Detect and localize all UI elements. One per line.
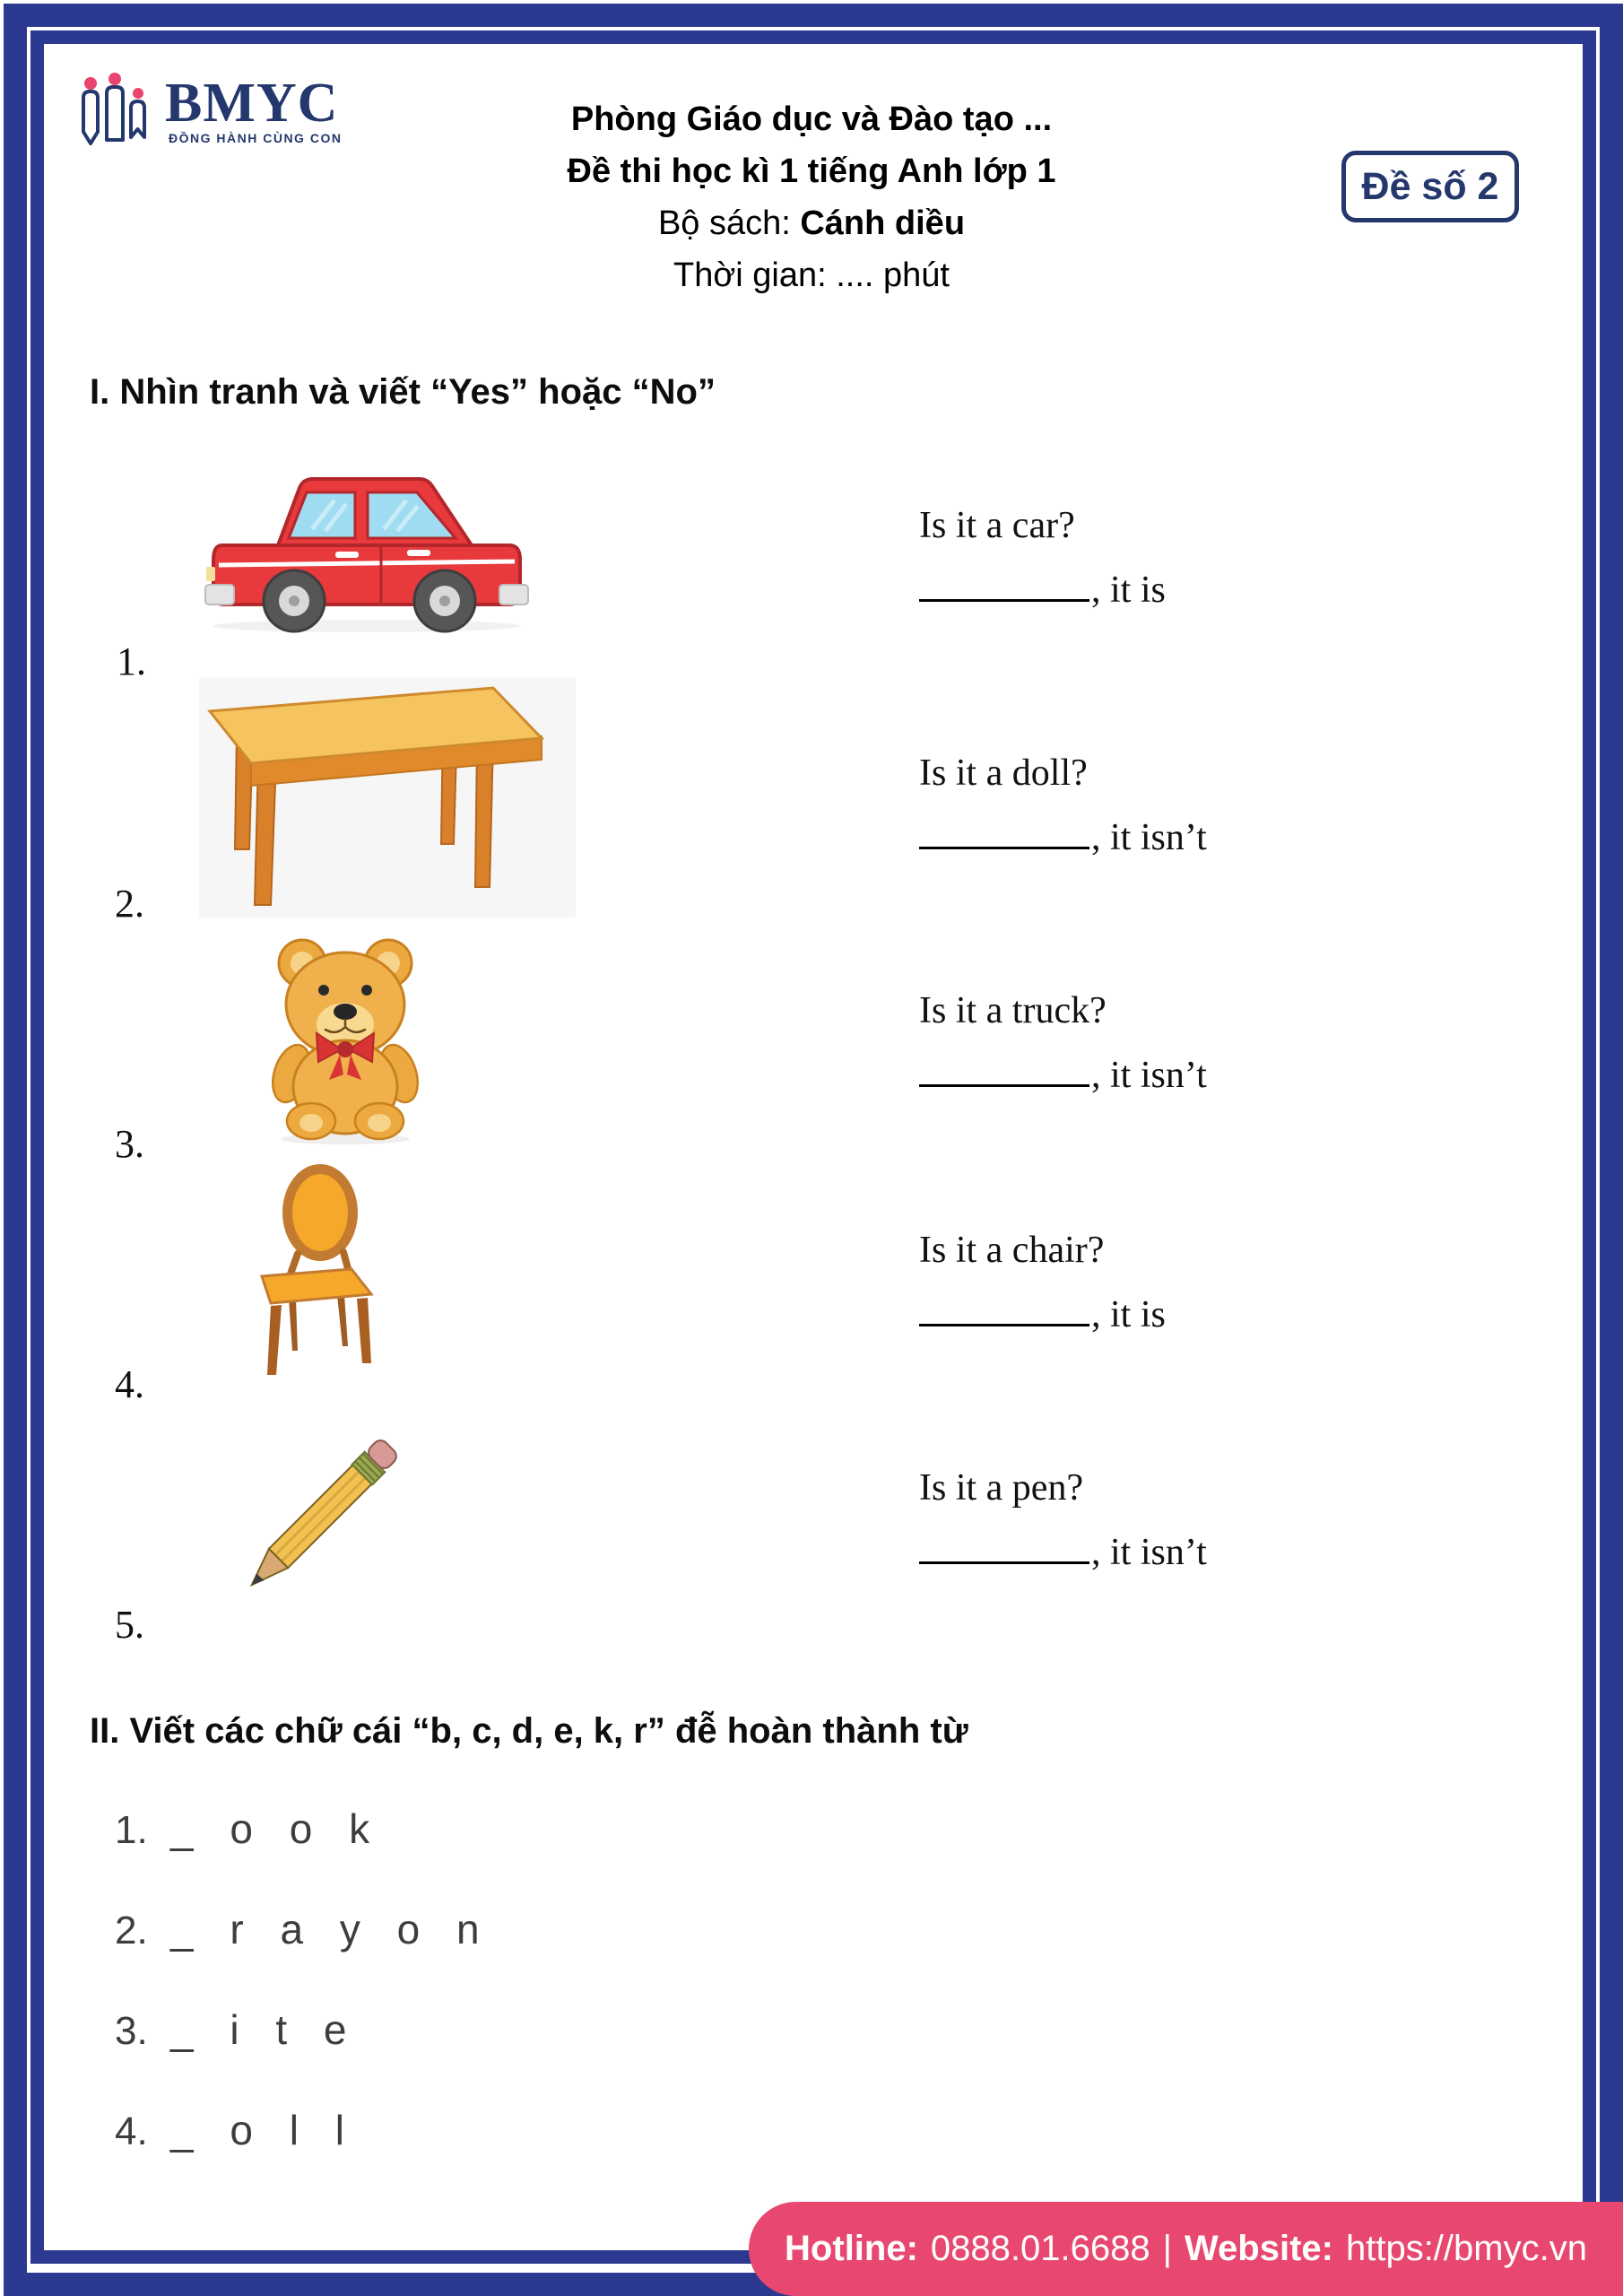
- word-item-4: 4. _ o l l: [115, 2107, 357, 2153]
- item1-number: 1.: [117, 639, 146, 683]
- teddy-bear-illustration: [229, 926, 462, 1145]
- word-item-2: 2. _ r a y o n: [115, 1906, 492, 1952]
- logo-brand-text: BMYC: [165, 73, 339, 134]
- item4-question: Is it a chair? , it is: [919, 1230, 1166, 1335]
- item1-question: Is it a car? , it is: [919, 505, 1166, 611]
- chair-illustration: [235, 1164, 378, 1379]
- answer-blank[interactable]: [919, 813, 1089, 849]
- section2-title: II. Viết các chữ cái “b, c, d, e, k, r” đễ hoàn thành từ: [90, 1711, 968, 1751]
- bmyc-logo: [79, 70, 464, 160]
- item3-number: 3.: [115, 1122, 144, 1166]
- header-department: Phòng Giáo dục và Đào tạo ...: [570, 100, 1053, 138]
- word-blank[interactable]: _ o o k: [170, 1805, 383, 1852]
- answer-blank[interactable]: [919, 1050, 1089, 1087]
- header-duration: Thời gian: .... phút: [673, 257, 950, 294]
- pencil-illustration: [215, 1413, 430, 1615]
- pencil-people-icon: [79, 72, 160, 158]
- answer-blank[interactable]: [919, 1527, 1089, 1564]
- answer-blank[interactable]: [919, 565, 1089, 602]
- item5-number: 5.: [115, 1603, 144, 1647]
- word-blank[interactable]: _ r a y o n: [170, 1906, 492, 1952]
- hotline-label: Hotline:: [785, 2229, 918, 2268]
- website-label: Website:: [1185, 2229, 1333, 2268]
- item2-number: 2.: [115, 882, 144, 926]
- item5-question: Is it a pen? , it isn’t: [919, 1467, 1207, 1573]
- table-illustration: [199, 677, 576, 918]
- hotline-number: 0888.01.6688: [930, 2229, 1150, 2268]
- item3-question: Is it a truck? , it isn’t: [919, 990, 1207, 1096]
- word-blank[interactable]: _ o l l: [170, 2107, 357, 2153]
- word-item-3: 3. _ i t e: [115, 2006, 360, 2053]
- exam-number-badge: Đề số 2: [1341, 151, 1519, 222]
- item4-number: 4.: [115, 1362, 144, 1406]
- exam-header: [568, 93, 1056, 301]
- header-exam-title: Đề thi học kì 1 tiếng Anh lớp 1: [567, 152, 1056, 190]
- word-item-1: 1. _ o o k: [115, 1805, 383, 1852]
- car-illustration: [204, 459, 529, 635]
- logo-tagline: ĐỒNG HÀNH CÙNG CON: [169, 131, 343, 145]
- header-book-series: Bộ sách: Cánh diều: [657, 204, 966, 242]
- answer-blank[interactable]: [919, 1290, 1089, 1326]
- item2-question: Is it a doll? , it isn’t: [919, 752, 1207, 858]
- footer-separator: |: [1162, 2229, 1172, 2268]
- word-blank[interactable]: _ i t e: [170, 2006, 360, 2053]
- footer-contact-bar: [749, 2202, 1623, 2296]
- section1-title: I. Nhìn tranh và viết “Yes” hoặc “No”: [90, 372, 716, 412]
- website-url[interactable]: https://bmyc.vn: [1345, 2229, 1587, 2268]
